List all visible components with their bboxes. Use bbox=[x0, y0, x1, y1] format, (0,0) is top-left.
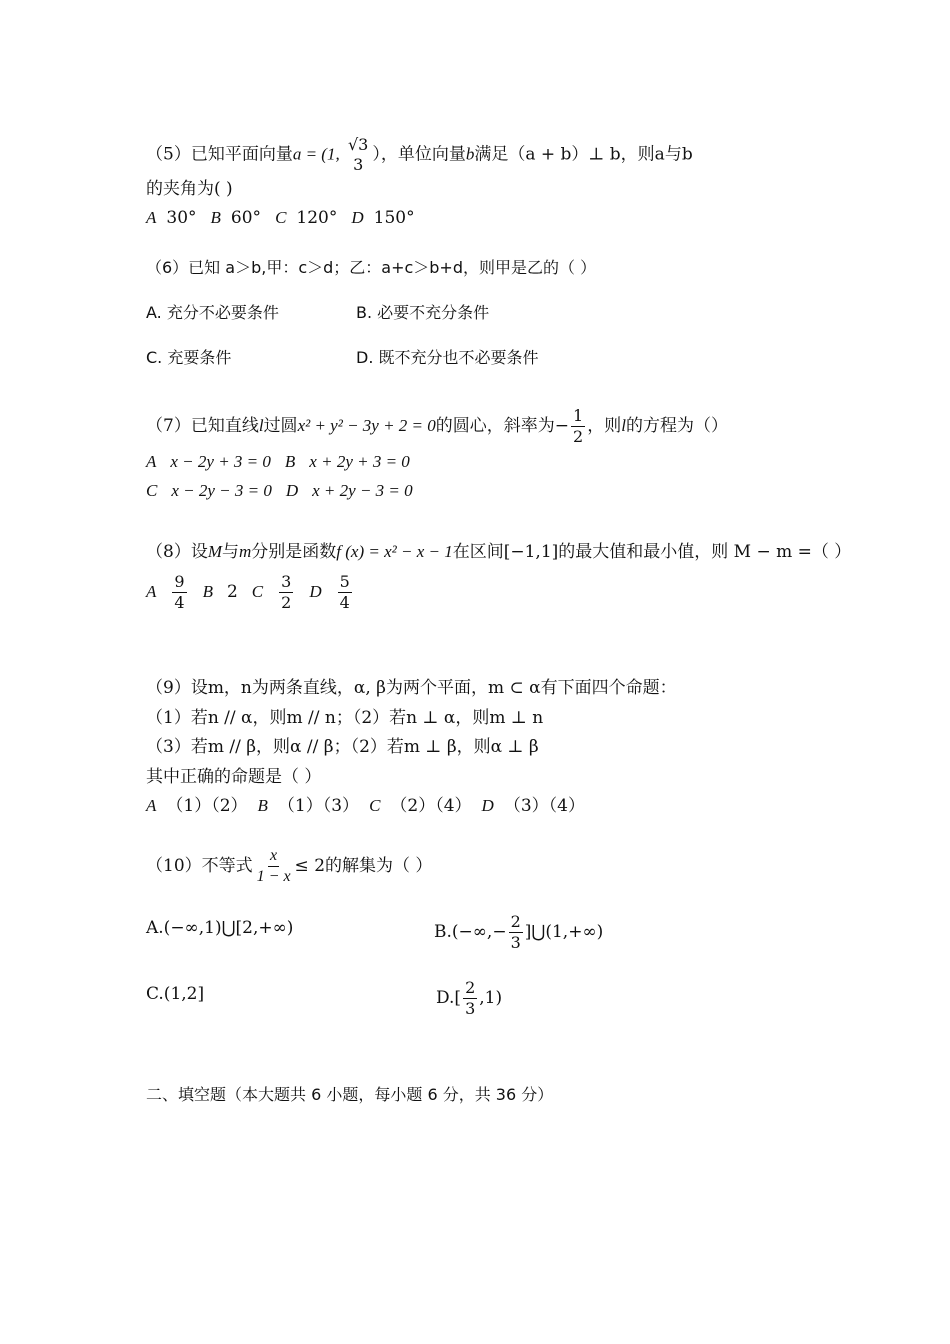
q9-opt-d: （3）（4） bbox=[503, 796, 585, 816]
q8-opt-b-label: B bbox=[202, 582, 213, 601]
q10-opt-d-fraction bbox=[463, 980, 477, 1017]
q5-stem-text: （5）已知平面向量 bbox=[146, 144, 293, 165]
q6-opt-c: C. 充要条件 bbox=[146, 348, 232, 367]
q7-opt-b: x + 2y + 3 = 0 bbox=[309, 452, 410, 471]
q8-stem-text-4: 在区间[−1,1]的最大值和最小值，则 M − m =（ ） bbox=[452, 542, 852, 562]
q6-stem: （6）已知 a＞b,甲：c＞d；乙：a+c＞b+d，则甲是乙的（ ） bbox=[146, 258, 597, 277]
q10-opt-d-post: ,1) bbox=[479, 988, 503, 1008]
q7-stem-text-4: ，则 bbox=[587, 416, 622, 436]
q5-opt-a-label: A bbox=[146, 208, 157, 227]
q5-stem-text-2: ），单位向量 bbox=[372, 144, 466, 165]
q5-stem-line2: 的夹角为( ) bbox=[146, 179, 233, 199]
q10-opt-d bbox=[436, 980, 502, 1017]
q8-stem-text: （8）设 bbox=[146, 542, 208, 562]
q7-options-row2 bbox=[146, 479, 413, 503]
q5-frac-num: √3 bbox=[347, 135, 369, 154]
q8-opt-a-fraction bbox=[172, 574, 186, 611]
q8-function: f (x) = x² − x − 1 bbox=[336, 542, 453, 561]
q8-d-den: 4 bbox=[339, 593, 350, 612]
q8-opt-d-label: D bbox=[309, 582, 322, 601]
q9-options bbox=[146, 794, 585, 818]
q8-opt-c-label: C bbox=[251, 582, 264, 601]
q8-M: M bbox=[207, 542, 222, 561]
q9-opt-a-label: A bbox=[146, 796, 157, 815]
q5-opt-d: 150° bbox=[373, 208, 415, 228]
q5-stem bbox=[146, 137, 693, 173]
q7-circle-equation: x² + y² − 3y + 2 = 0 bbox=[297, 416, 436, 435]
q8-opt-d-fraction bbox=[338, 574, 352, 611]
q8-opt-b: 2 bbox=[226, 582, 238, 602]
q9-opt-c-label: C bbox=[369, 796, 381, 815]
q10-frac-den: 1 − x bbox=[256, 868, 291, 885]
q10-stem-text-2: ≤ 2的解集为（ ） bbox=[294, 856, 433, 876]
q9-proposition-1: （1）若n // α，则m // n；（2）若n ⊥ α，则m ⊥ n bbox=[146, 708, 544, 728]
q6-opt-b: B. 必要不充分条件 bbox=[356, 303, 490, 322]
q7-line-l-2: l bbox=[621, 416, 626, 435]
q7-opt-c-label: C bbox=[146, 481, 158, 500]
q8-options bbox=[146, 574, 354, 611]
q9-opt-b-label: B bbox=[257, 796, 268, 815]
q5-opt-d-label: D bbox=[351, 208, 364, 227]
q10-stem-text: （10）不等式 bbox=[146, 856, 253, 876]
q7-stem bbox=[146, 408, 728, 445]
q10-opt-c: C.(1,2] bbox=[146, 984, 205, 1004]
q5-stem-text-3: 满足（a + b）⊥ b，则a与b bbox=[474, 144, 693, 165]
section-2-heading: 二、填空题（本大题共 6 小题，每小题 6 分，共 36 分） bbox=[146, 1085, 554, 1104]
q5-opt-b: 60° bbox=[230, 208, 262, 228]
q5-vector: a = (1, bbox=[292, 144, 344, 164]
q8-opt-c-fraction bbox=[279, 574, 293, 611]
q10-fraction bbox=[255, 848, 293, 885]
q9-opt-c: （2）（4） bbox=[390, 796, 472, 816]
q10-opt-d-num: 2 bbox=[465, 978, 476, 997]
q10-opt-d-pre: D.[ bbox=[436, 988, 462, 1008]
q8-stem bbox=[146, 540, 851, 564]
q5-vector-b: b bbox=[465, 144, 475, 164]
q7-stem-text-3: 的圆心，斜率为− bbox=[435, 416, 570, 436]
q7-frac-den: 2 bbox=[573, 427, 584, 446]
q10-opt-b-pre: B.(−∞,− bbox=[434, 922, 507, 942]
q7-options-row1 bbox=[146, 450, 410, 474]
q10-frac-num: x bbox=[268, 848, 279, 867]
q9-opt-a: （1）（2） bbox=[166, 796, 248, 816]
q10-stem bbox=[146, 848, 432, 885]
q5-opt-a: 30° bbox=[166, 208, 197, 228]
q9-opt-d-label: D bbox=[481, 796, 494, 815]
q6-opt-d: D. 既不充分也不必要条件 bbox=[356, 348, 539, 367]
q8-d-num: 5 bbox=[339, 572, 350, 591]
q5-options bbox=[146, 206, 415, 230]
q7-opt-a-label: A bbox=[146, 452, 157, 471]
q9-opt-b: （1）（3） bbox=[277, 796, 360, 816]
q10-opt-b-post: ]⋃(1,+∞) bbox=[524, 922, 604, 942]
q9-ask: 其中正确的命题是（ ） bbox=[146, 767, 322, 787]
q7-opt-c: x − 2y − 3 = 0 bbox=[171, 481, 272, 500]
q10-opt-a: A.(−∞,1)⋃[2,+∞) bbox=[146, 918, 294, 938]
q10-opt-d-den: 3 bbox=[465, 999, 476, 1018]
q5-opt-c-label: C bbox=[275, 208, 287, 227]
q8-m: m bbox=[239, 542, 252, 561]
q8-stem-text-3: 分别是函数 bbox=[251, 542, 337, 562]
q7-stem-text-2: 过圆 bbox=[263, 416, 298, 436]
q8-opt-a-label: A bbox=[146, 582, 157, 601]
q10-opt-b-fraction bbox=[509, 914, 523, 951]
q7-fraction bbox=[571, 408, 585, 445]
q5-opt-b-label: B bbox=[210, 208, 221, 227]
q7-stem-text-5: 的方程为（） bbox=[625, 416, 728, 436]
q8-a-den: 4 bbox=[174, 593, 185, 612]
q7-line-l: l bbox=[258, 416, 264, 435]
q8-stem-text-2: 与 bbox=[222, 542, 239, 562]
q10-opt-b bbox=[434, 914, 603, 951]
q10-opt-b-num: 2 bbox=[510, 912, 521, 931]
q10-opt-b-den: 3 bbox=[510, 933, 521, 952]
q7-opt-b-label: B bbox=[284, 452, 296, 471]
q9-proposition-2: （3）若m // β，则α // β；（2）若m ⊥ β，则α ⊥ β bbox=[146, 737, 539, 757]
q7-opt-a: x − 2y + 3 = 0 bbox=[170, 452, 271, 471]
q5-opt-c: 120° bbox=[296, 208, 338, 228]
q7-frac-num: 1 bbox=[573, 406, 584, 425]
q8-c-den: 2 bbox=[281, 593, 292, 612]
q7-stem-text: （7）已知直线 bbox=[146, 416, 259, 436]
q9-stem: （9）设m，n为两条直线，α, β为两个平面，m ⊂ α有下面四个命题： bbox=[146, 678, 677, 698]
q8-a-num: 9 bbox=[174, 572, 185, 591]
q5-fraction bbox=[346, 137, 370, 173]
q7-opt-d-label: D bbox=[285, 481, 299, 500]
q5-frac-den: 3 bbox=[353, 155, 364, 174]
q8-c-num: 3 bbox=[281, 572, 292, 591]
q7-opt-d: x + 2y − 3 = 0 bbox=[312, 481, 413, 500]
q6-opt-a: A. 充分不必要条件 bbox=[146, 303, 279, 322]
